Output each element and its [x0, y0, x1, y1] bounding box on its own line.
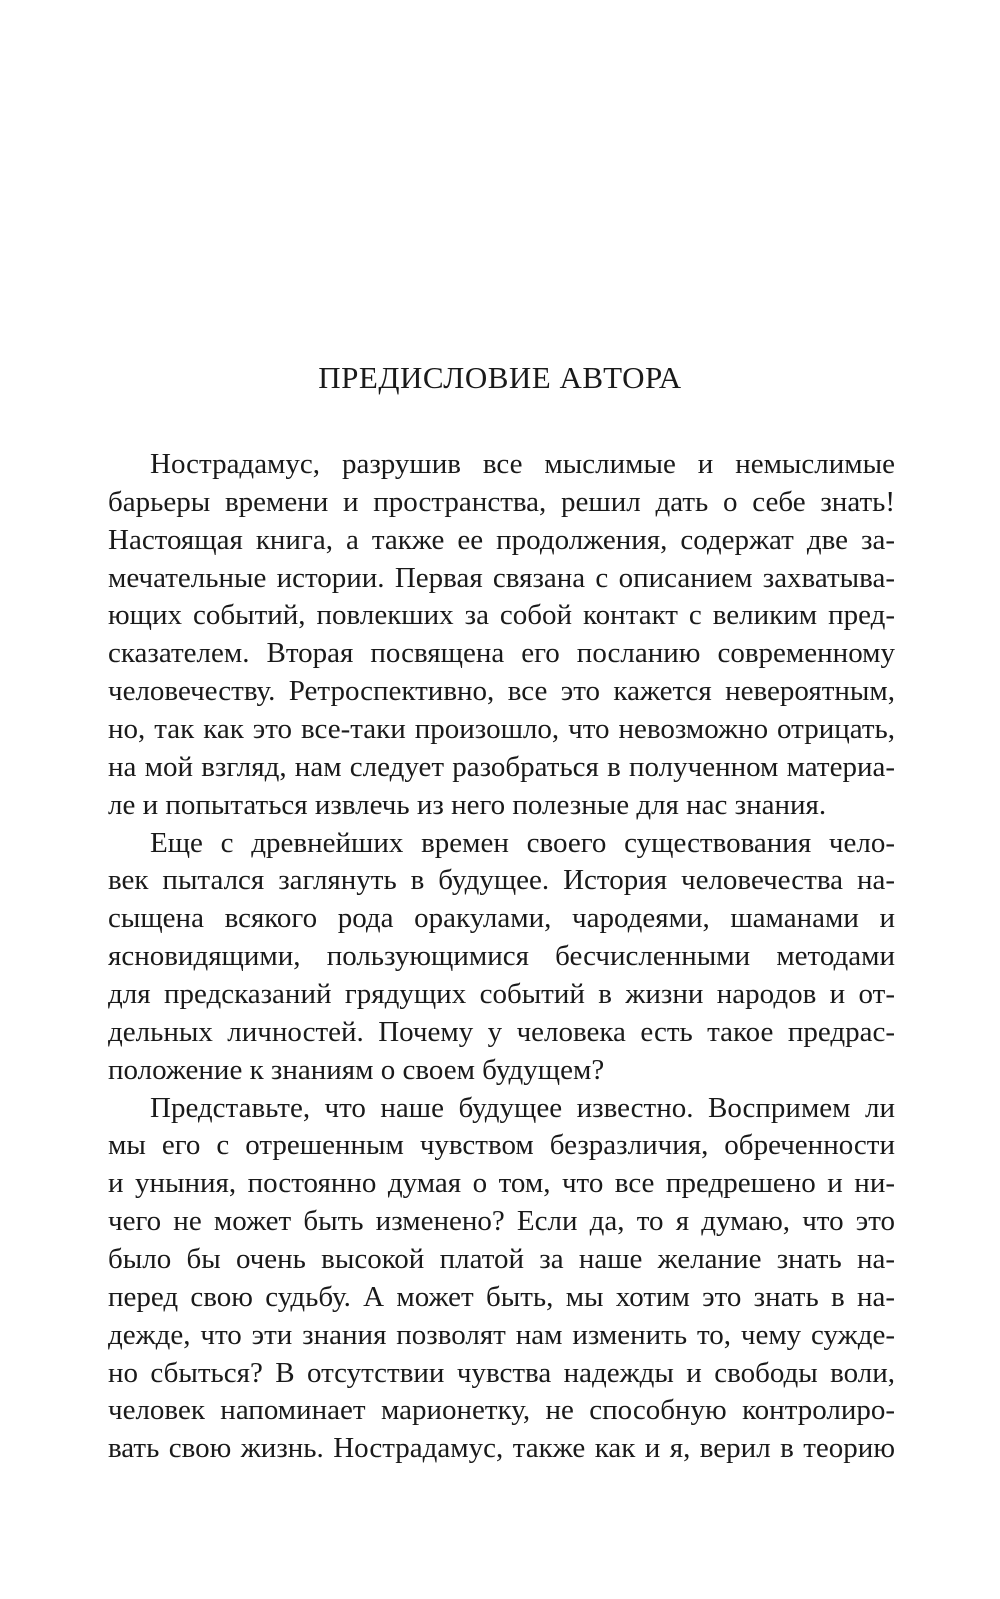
text-line: Еще с древнейших времен своего существования чело- — [150, 826, 895, 859]
text-line: дежде, что эти знания позволят нам изменить то, чему сужде- — [108, 1318, 895, 1351]
text-line: Представьте, что наше будущее известно. Воспримем ли — [150, 1091, 895, 1124]
text-line: но сбыться? В отсутствии чувства надежды и свободы воли, — [108, 1356, 895, 1389]
chapter-title: ПРЕДИСЛОВИЕ АВТОРА — [318, 360, 682, 395]
paragraph — [108, 1090, 895, 1469]
text-line: и уныния, постоянно думая о том, что все предрешено и ни- — [108, 1167, 895, 1200]
text-line: положение к знаниям о своем будущем? — [108, 1053, 605, 1086]
text-line: ющих событий, повлекших за собой контакт с великим пред- — [108, 599, 895, 632]
text-line: ясновидящими, пользующимися бесчисленными методами — [108, 940, 895, 973]
text-line: но, так как это все-таки произошло, что невозможно отрицать, — [108, 713, 895, 746]
text-line: мечательные истории. Первая связана с описанием захватыва- — [108, 561, 895, 594]
text-line: на мой взгляд, нам следует разобраться в полученном материа- — [108, 750, 895, 783]
text-line: перед свою судьбу. А может быть, мы хотим это знать в на- — [108, 1280, 895, 1313]
text-line: дельных личностей. Почему у человека есть такое предрас- — [108, 1015, 895, 1048]
text-line: сказателем. Вторая посвящена его посланию современному — [108, 637, 895, 670]
body-text — [108, 446, 895, 1468]
text-line: барьеры времени и пространства, решил дать о себе знать! — [108, 485, 895, 518]
paragraph — [108, 446, 895, 825]
text-line: век пытался заглянуть в будущее. История человечества на- — [108, 864, 895, 897]
text-line: ле и попытаться извлечь из него полезные для нас знания. — [108, 788, 827, 821]
text-line: чего не может быть изменено? Если да, то я думаю, что это — [108, 1205, 895, 1238]
text-line: человечеству. Ретроспективно, все это кажется невероятным, — [108, 675, 895, 708]
text-line: сыщена всякого рода оракулами, чародеями, шаманами и — [108, 902, 895, 935]
text-line: было бы очень высокой платой за наше желание знать на- — [108, 1243, 895, 1276]
text-line: для предсказаний грядущих событий в жизни народов и от- — [108, 978, 895, 1011]
text-line: мы его с отрешенным чувством безразличия, обреченности — [108, 1129, 895, 1162]
paragraph — [108, 825, 895, 1090]
text-line: человек напоминает марионетку, не способную контролиро- — [108, 1394, 895, 1427]
text-line: Настоящая книга, а также ее продолжения, содержат две за- — [108, 523, 895, 556]
text-line: вать свою жизнь. Нострадамус, также как и я, верил в теорию — [108, 1432, 895, 1465]
text-line: Нострадамус, разрушив все мыслимые и немыслимые — [150, 448, 895, 480]
